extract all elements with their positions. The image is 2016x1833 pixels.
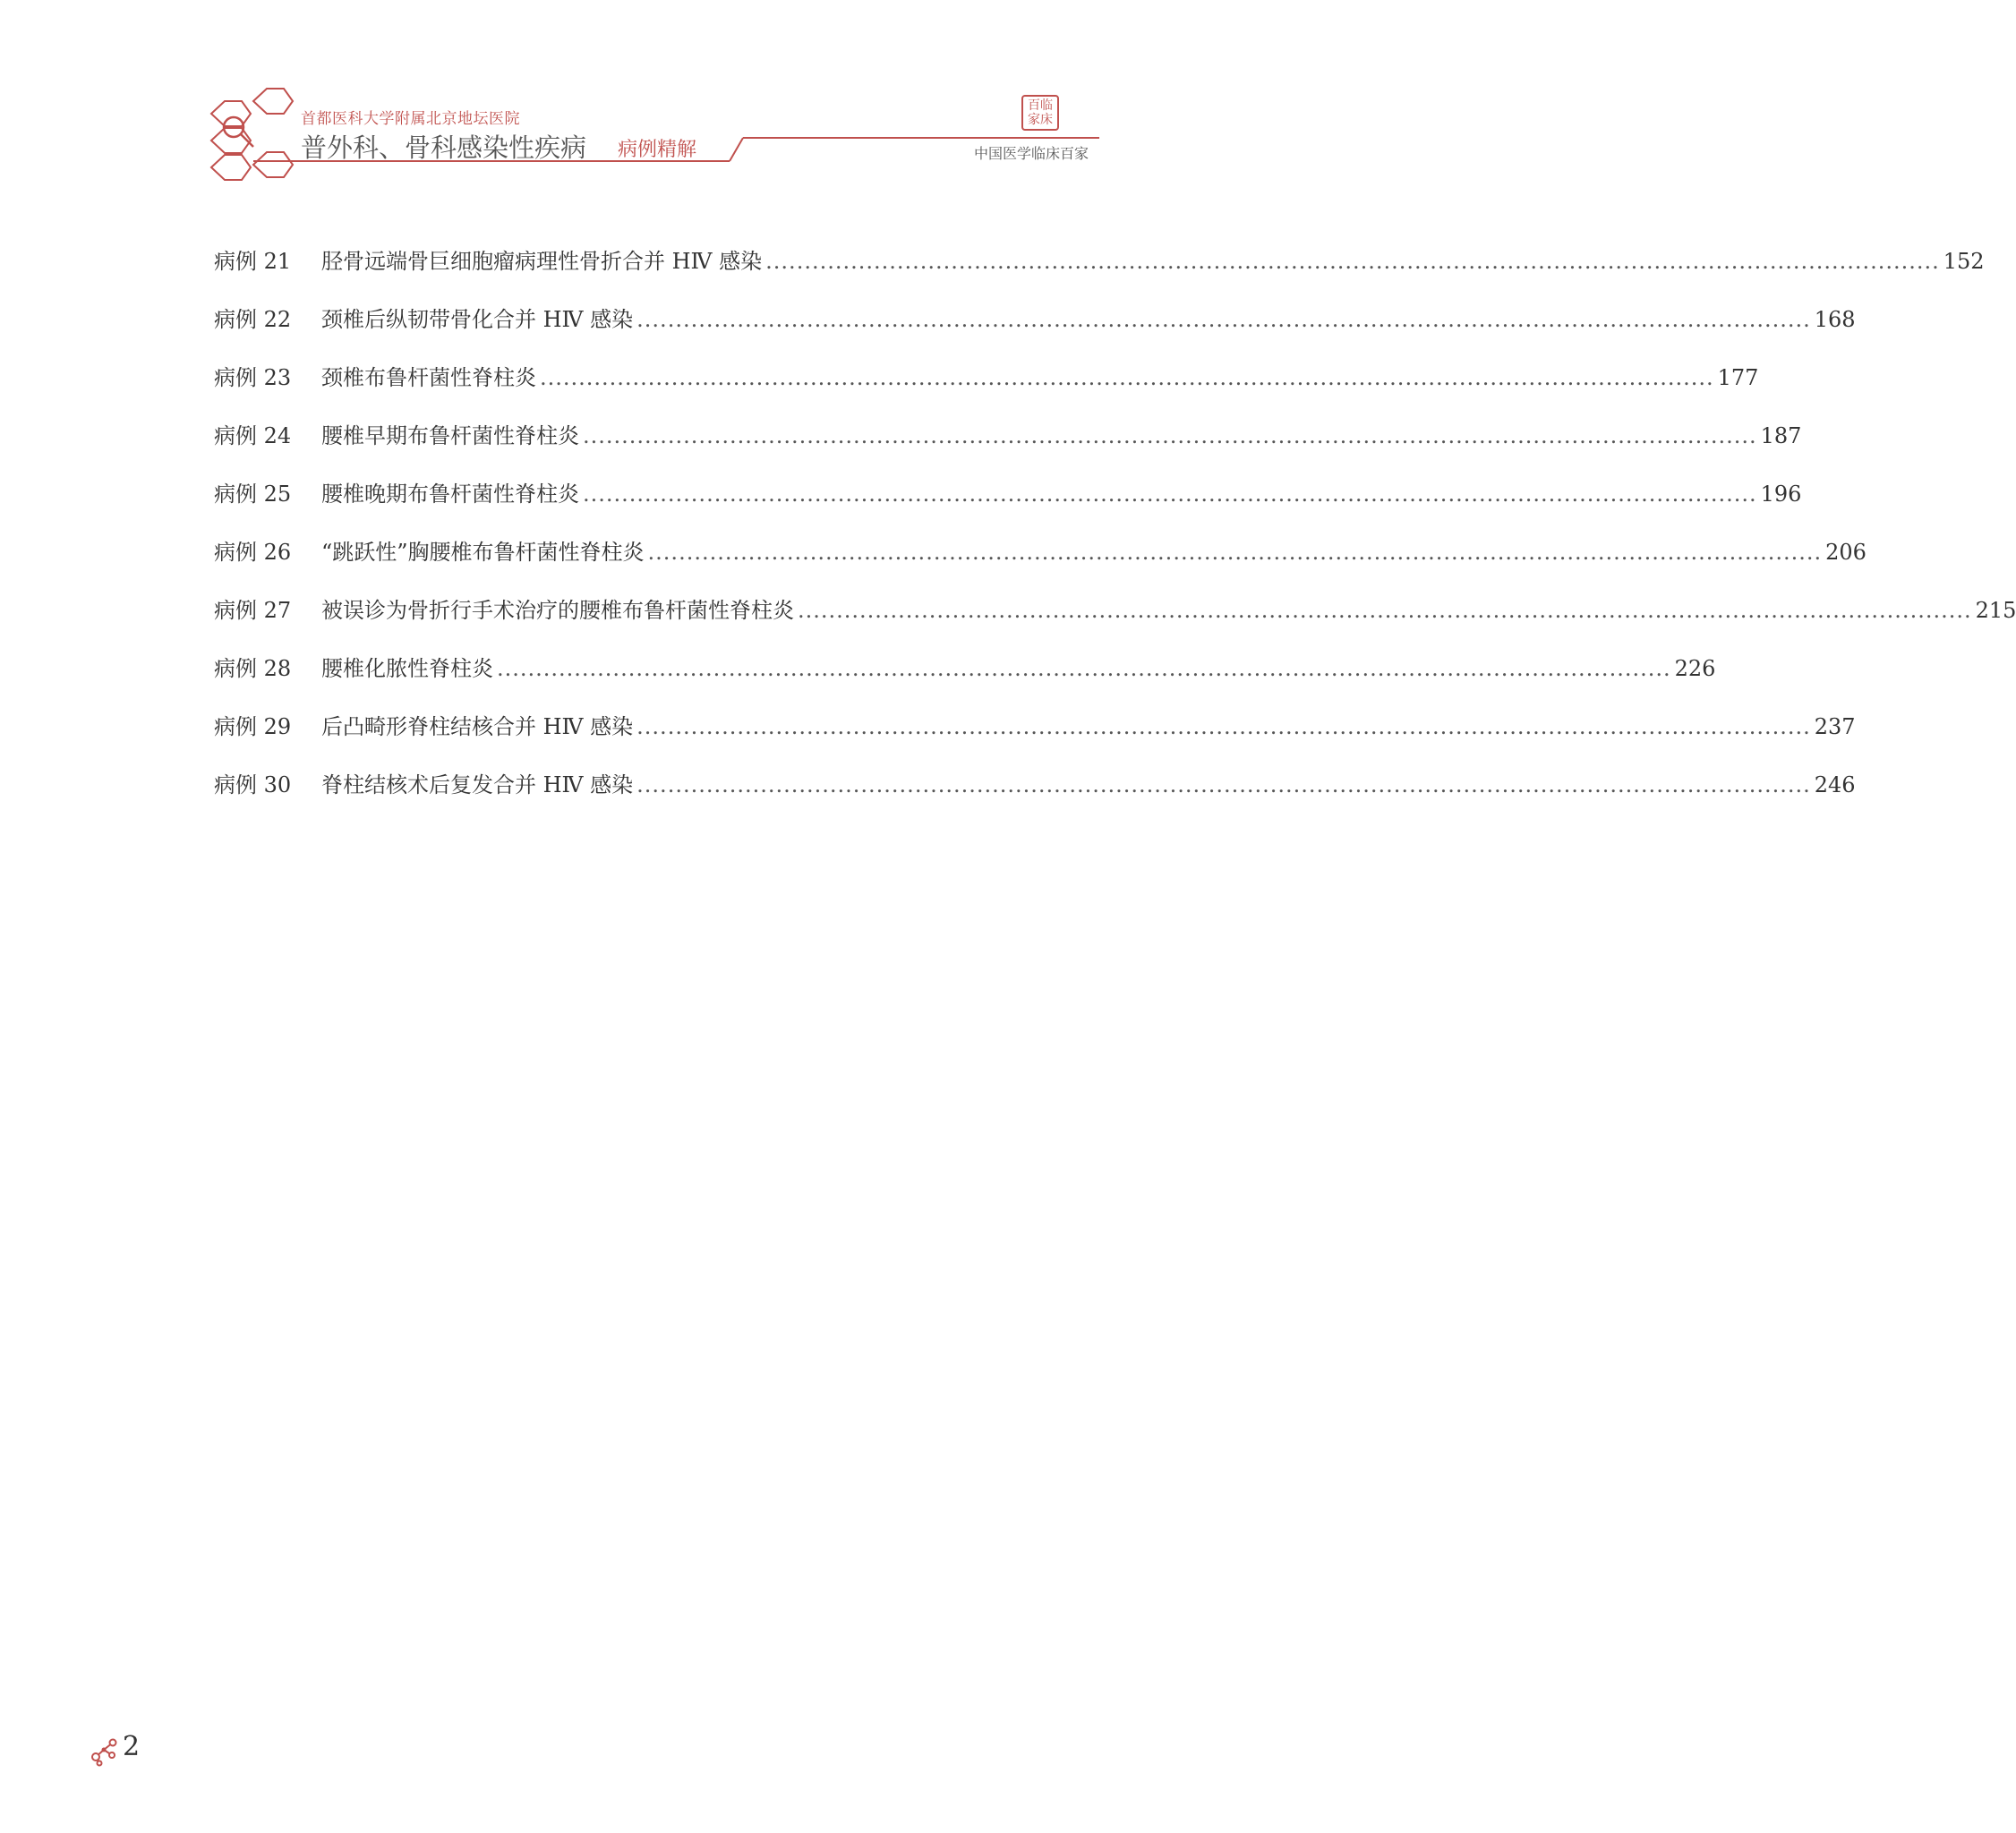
case-number: 病例 27 (214, 598, 292, 623)
page-reference: 177 (1717, 365, 1759, 390)
case-title: 腰椎化脓性脊柱炎 (321, 656, 493, 681)
page-reference: 206 (1825, 540, 1867, 565)
page-reference: 246 (1814, 772, 1856, 797)
hexagon-logo-icon (0, 0, 1304, 206)
page-reference: 196 (1760, 482, 1802, 507)
toc-entry[interactable] (214, 709, 1856, 767)
dot-leader: ........................................................................................................................................................ (583, 482, 1757, 507)
case-number: 病例 23 (214, 365, 292, 390)
seal-stamp-icon (1021, 95, 1059, 131)
dot-leader: ........................................................................................................................................................ (636, 307, 1811, 332)
case-number: 病例 29 (214, 714, 292, 739)
page-reference: 226 (1674, 656, 1716, 681)
seal-char: 百 (1028, 98, 1040, 113)
dot-leader: ........................................................................................................................................................ (765, 249, 1940, 274)
page-reference: 152 (1943, 249, 1985, 274)
page-reference: 237 (1814, 714, 1856, 739)
institution-name: 首都医科大学附属北京地坛医院 (301, 110, 520, 128)
page-reference: 187 (1760, 423, 1802, 448)
toc-entry[interactable] (214, 651, 1716, 709)
seal-char: 家 (1028, 113, 1040, 127)
case-title: 颈椎后纵韧带骨化合并 HⅣ 感染 (321, 307, 634, 332)
toc-entry[interactable] (214, 243, 1985, 302)
page-reference: 215 (1975, 598, 2016, 623)
case-title: 腰椎早期布鲁杆菌性脊柱炎 (321, 423, 579, 448)
molecule-icon (89, 1735, 119, 1766)
case-number: 病例 25 (214, 482, 292, 507)
page-header (0, 0, 1304, 206)
case-title: 颈椎布鲁杆菌性脊柱炎 (321, 365, 536, 390)
case-number: 病例 21 (214, 249, 292, 274)
page-reference: 168 (1814, 307, 1856, 332)
dot-leader: ........................................................................................................................................................ (798, 598, 1972, 623)
dot-leader: ........................................................................................................................................................ (647, 540, 1823, 565)
table-of-contents (214, 243, 2016, 825)
case-number: 病例 26 (214, 540, 292, 565)
case-number: 病例 30 (214, 772, 292, 797)
case-title: 被误诊为骨折行手术治疗的腰椎布鲁杆菌性脊柱炎 (321, 598, 794, 623)
dot-leader: ........................................................................................................................................................ (636, 714, 1811, 739)
dot-leader: ........................................................................................................................................................ (583, 423, 1757, 448)
seal-char: 临 (1040, 98, 1053, 113)
toc-entry[interactable] (214, 767, 1856, 825)
toc-entry[interactable] (214, 418, 1802, 476)
case-title: 腰椎晚期布鲁杆菌性脊柱炎 (321, 482, 579, 507)
toc-entry[interactable] (214, 593, 2016, 651)
case-number: 病例 24 (214, 423, 292, 448)
case-title: 脊柱结核术后复发合并 HⅣ 感染 (321, 772, 634, 797)
toc-entry[interactable] (214, 534, 1867, 593)
case-title: “跳跃性”胸腰椎布鲁杆菌性脊柱炎 (321, 540, 645, 565)
dot-leader: ........................................................................................................................................................ (540, 365, 1714, 390)
toc-entry[interactable] (214, 476, 1802, 534)
case-number: 病例 28 (214, 656, 292, 681)
seal-char: 床 (1040, 113, 1053, 127)
toc-entry[interactable] (214, 302, 1856, 360)
case-number: 病例 22 (214, 307, 292, 332)
dot-leader: ........................................................................................................................................................ (636, 772, 1811, 797)
case-title: 胫骨远端骨巨细胞瘤病理性骨折合并 HⅣ 感染 (321, 249, 763, 274)
page-number: 2 (123, 1731, 141, 1762)
series-name: 中国医学临床百家 (974, 145, 1089, 162)
dot-leader: ........................................................................................................................................................ (497, 656, 1671, 681)
toc-entry[interactable] (214, 360, 1759, 418)
book-subtitle: 病例精解 (618, 139, 697, 161)
case-title: 后凸畸形脊柱结核合并 HⅣ 感染 (321, 714, 634, 739)
book-title: 普外科、骨科感染性疾病 (301, 132, 587, 163)
